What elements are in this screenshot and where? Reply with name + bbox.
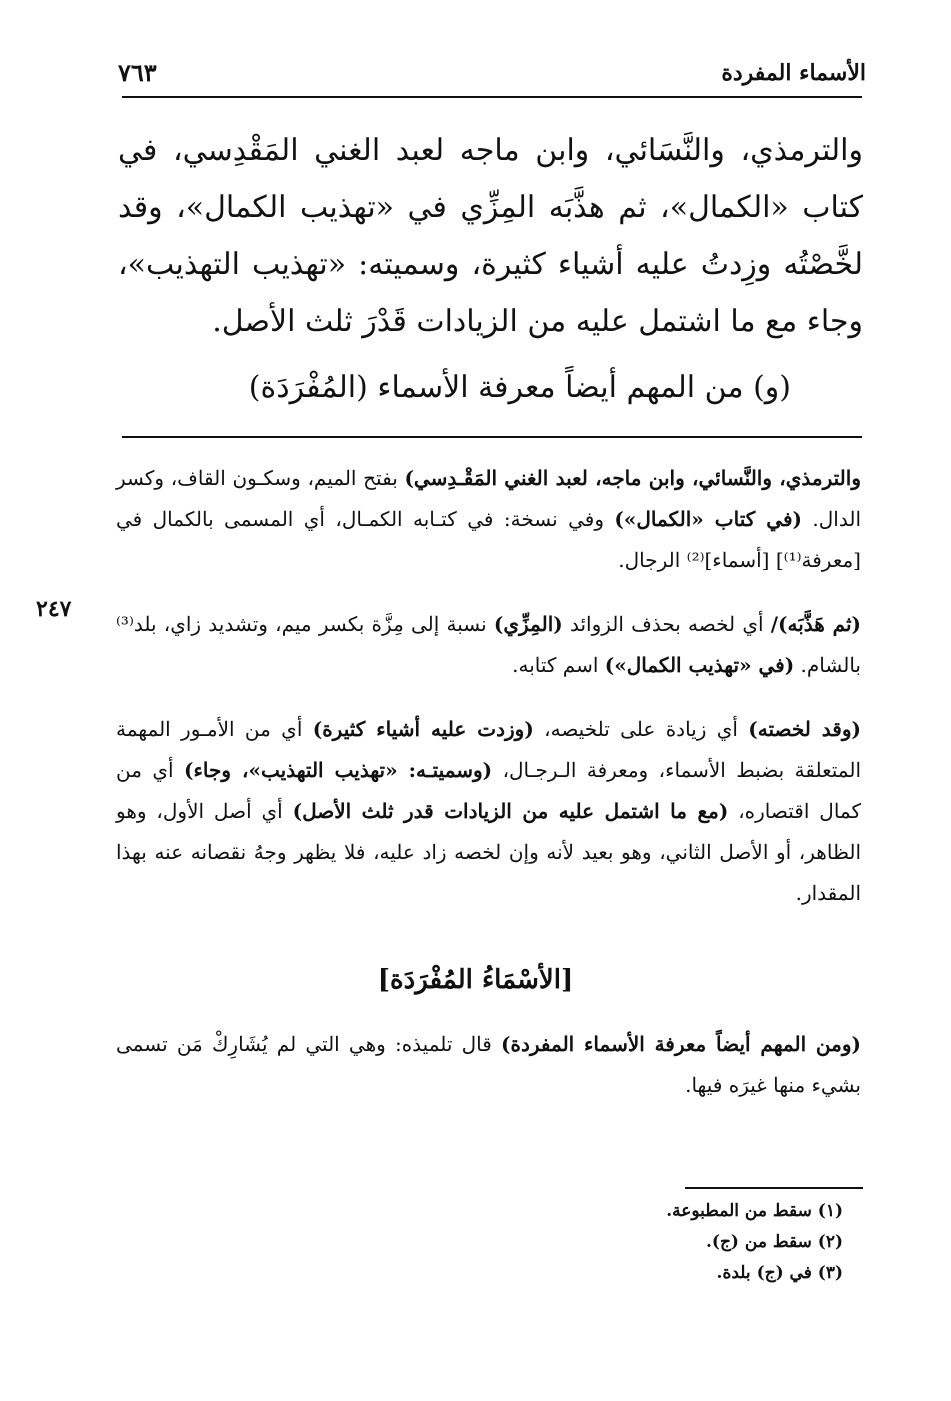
commentary-paragraph-3 xyxy=(116,709,861,914)
commentary-text: أي لخصه بحذف الزوائد xyxy=(562,612,771,636)
commentary-text: أي من الأمـور المهمة المتعلقة بضبط الأسماء، ومعرفة الـرجـال، xyxy=(116,717,861,782)
footnotes xyxy=(666,1196,843,1289)
commentary-text: أي من كمال اقتصاره، xyxy=(116,758,861,823)
commentary-text: بفتح الميم، وسكـون القاف، وكسر الدال. xyxy=(116,466,861,531)
running-head: الأسماء المفردة xyxy=(721,60,866,86)
commentary-text: نسبة إلى مِزَّة بكسر ميم، وتشديد زاي، بلد⁽³⁾ بالشام. xyxy=(116,612,861,677)
commentary-quote: (وقد لخصته) xyxy=(748,717,861,741)
commentary-text: أي أصل الأول، وهو الظاهر، أو الأصل الثاني، وهو بعيد لأنه وإن لخصه زاد عليه، فلا يظهر وجهُ نقصانه عنه بهذا المقدار. xyxy=(116,799,861,905)
main-text-paragraph: والترمذي، والنَّسَائي، وابن ماجه لعبد الغني المَقْدِسي، في كتاب «الكمال»، ثم هذَّبَه المِزِّي في «تهذيب الكمال»، وقد لخَّصْتُه وزِدتُ عليه أشياء كثيرة، وسميته: «تهذيب التهذيب»، وجاء مع ما اشتمل عليه من الزيادات قَدْرَ ثلث الأصل. xyxy=(118,133,863,339)
header-rule xyxy=(122,96,862,98)
page-number: ٧٦٣ xyxy=(118,58,157,87)
commentary-paragraph-1 xyxy=(116,458,861,581)
commentary-text: قال تلميذه: وهي التي لم يُشَارِكْ مَن تسمى بشيء منها غيرَه فيها. xyxy=(116,1032,861,1097)
commentary-quote: (وزدت عليه أشياء كثيرة) xyxy=(312,717,534,741)
commentary-quote: (وسميتـه: «تهذيب التهذيب»، وجاء) xyxy=(184,758,493,782)
footnote-2: (٢) سقط من (ج). xyxy=(706,1232,843,1252)
commentary-quote: (ثم هَذَّبَه)/ xyxy=(770,612,862,636)
commentary-paragraph-2 xyxy=(116,604,861,686)
footnote-1: (١) سقط من المطبوعة. xyxy=(666,1201,843,1221)
commentary-text: أي زيادة على تلخيصه، xyxy=(533,717,749,741)
commentary-quote: (في «تهذيب الكمال») xyxy=(604,653,795,677)
commentary-text: وفي نسخة: في كتـابه الكمـال، أي المسمى بالكمال في [معرفة⁽¹⁾] [أسماء]⁽²⁾ الرجال. xyxy=(116,507,861,572)
commentary-quote: (مع ما اشتمل عليه من الزيادات قدر ثلث الأصل) xyxy=(292,799,729,823)
commentary-quote: والترمذي، والنَّسائي، وابن ماجه، لعبد الغني المَقْـدِسي) xyxy=(404,466,861,490)
footnote-3: (٣) في (ج) بلدة. xyxy=(716,1263,843,1283)
commentary-paragraph-4 xyxy=(116,1024,861,1106)
margin-page-number: ٢٤٧ xyxy=(36,596,72,622)
main-text-heading: (و) من المهم أيضاً معرفة الأسماء (المُفْرَدَة) xyxy=(248,370,791,405)
footnote-divider xyxy=(685,1187,863,1189)
commentary-quote: (في كتاب «الكمال») xyxy=(614,507,802,531)
main-text xyxy=(118,122,863,350)
commentary-quote: (ومن المهم أيضاً معرفة الأسماء المفردة) xyxy=(501,1032,861,1056)
section-title: [الأسْمَاءُ المُفْرَدَة] xyxy=(377,965,574,995)
commentary-quote: (المِزِّي) xyxy=(493,612,563,636)
commentary-text: اسم كتابه. xyxy=(512,653,605,677)
main-text-divider xyxy=(122,436,862,438)
